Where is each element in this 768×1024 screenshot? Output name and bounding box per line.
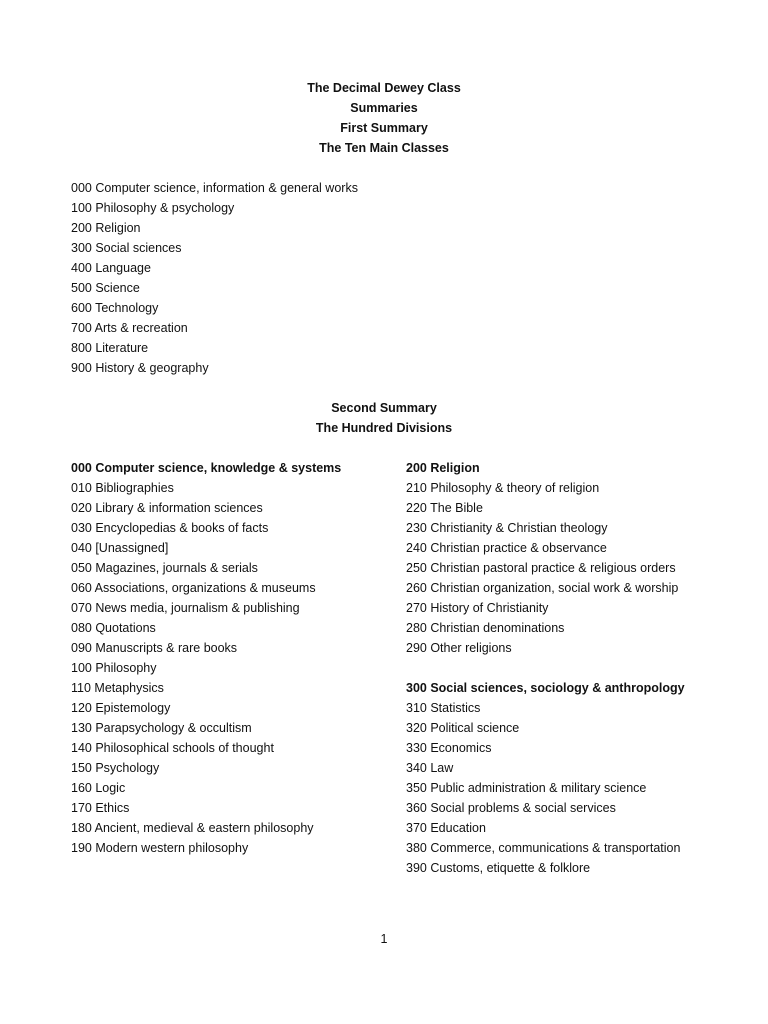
main-class-item: 400 Language (71, 261, 151, 275)
hundred-divisions-heading: The Hundred Divisions (315, 421, 453, 435)
doc-title: The Decimal Dewey Class (307, 81, 461, 95)
main-class-item: 500 Science (71, 281, 140, 295)
division-item: 270 History of Christianity (406, 601, 549, 615)
division-item: 110 Metaphysics (71, 681, 164, 695)
division-item: 030 Encyclopedias & books of facts (71, 521, 269, 535)
division-item: 310 Statistics (406, 701, 481, 715)
division-item: 190 Modern western philosophy (71, 841, 249, 855)
division-item: 080 Quotations (71, 621, 156, 635)
second-summary-heading: Second Summary (331, 401, 437, 415)
left-column-items (71, 478, 341, 858)
division-item: 180 Ancient, medieval & eastern philosophy (71, 821, 314, 835)
division-item: 070 News media, journalism & publishing (71, 601, 300, 615)
division-item: 090 Manuscripts & rare books (71, 641, 238, 655)
division-item: 330 Economics (406, 741, 492, 755)
division-item: 320 Political science (406, 721, 520, 735)
main-class-item: 700 Arts & recreation (71, 321, 188, 335)
division-item: 210 Philosophy & theory of religion (406, 481, 600, 495)
division-item: 240 Christian practice & observance (406, 541, 607, 555)
division-item: 390 Customs, etiquette & folklore (406, 861, 591, 875)
division-item: 130 Parapsychology & occultism (71, 721, 252, 735)
division-item: 100 Philosophy (71, 661, 157, 675)
division-item: 050 Magazines, journals & serials (71, 561, 258, 575)
division-item: 370 Education (406, 821, 486, 835)
division-item: 280 Christian denominations (406, 621, 565, 635)
title-block (0, 78, 768, 158)
division-item: 120 Epistemology (71, 701, 171, 715)
division-item: 170 Ethics (71, 801, 130, 815)
division-item: 020 Library & information sciences (71, 501, 263, 515)
left-column (71, 458, 341, 858)
division-item: 040 [Unassigned] (71, 541, 169, 555)
main-class-item: 900 History & geography (71, 361, 209, 375)
page-number: 1 (380, 932, 388, 946)
main-class-item: 000 Computer science, information & general works (71, 181, 358, 195)
division-item: 380 Commerce, communications & transportation (406, 841, 681, 855)
social-sciences-items (406, 698, 685, 878)
division-item: 160 Logic (71, 781, 126, 795)
division-item: 350 Public administration & military science (406, 781, 647, 795)
division-item: 060 Associations, organizations & museums (71, 581, 316, 595)
division-item: 290 Other religions (406, 641, 512, 655)
main-class-item: 600 Technology (71, 301, 159, 315)
division-item: 250 Christian pastoral practice & religious orders (406, 561, 676, 575)
ten-main-classes-heading: The Ten Main Classes (319, 141, 449, 155)
second-summary-block (0, 398, 768, 438)
religion-items (406, 478, 685, 658)
social-sciences-heading: 300 Social sciences, sociology & anthropology (406, 681, 685, 695)
doc-subtitle: Summaries (350, 101, 418, 115)
division-item: 150 Psychology (71, 761, 160, 775)
main-class-item: 200 Religion (71, 221, 141, 235)
left-column-heading: 000 Computer science, knowledge & systems (71, 461, 342, 475)
division-item: 010 Bibliographies (71, 481, 174, 495)
first-summary-heading: First Summary (340, 121, 428, 135)
division-item: 220 The Bible (406, 501, 483, 515)
religion-heading: 200 Religion (406, 461, 480, 475)
main-class-item: 100 Philosophy & psychology (71, 201, 235, 215)
division-item: 230 Christianity & Christian theology (406, 521, 608, 535)
division-item: 260 Christian organization, social work & worship (406, 581, 679, 595)
right-column (406, 458, 685, 878)
main-classes-list (71, 178, 358, 378)
division-item: 340 Law (406, 761, 454, 775)
spacer (406, 658, 685, 678)
main-class-item: 800 Literature (71, 341, 149, 355)
division-item: 140 Philosophical schools of thought (71, 741, 274, 755)
division-item: 360 Social problems & social services (406, 801, 616, 815)
main-class-item: 300 Social sciences (71, 241, 182, 255)
